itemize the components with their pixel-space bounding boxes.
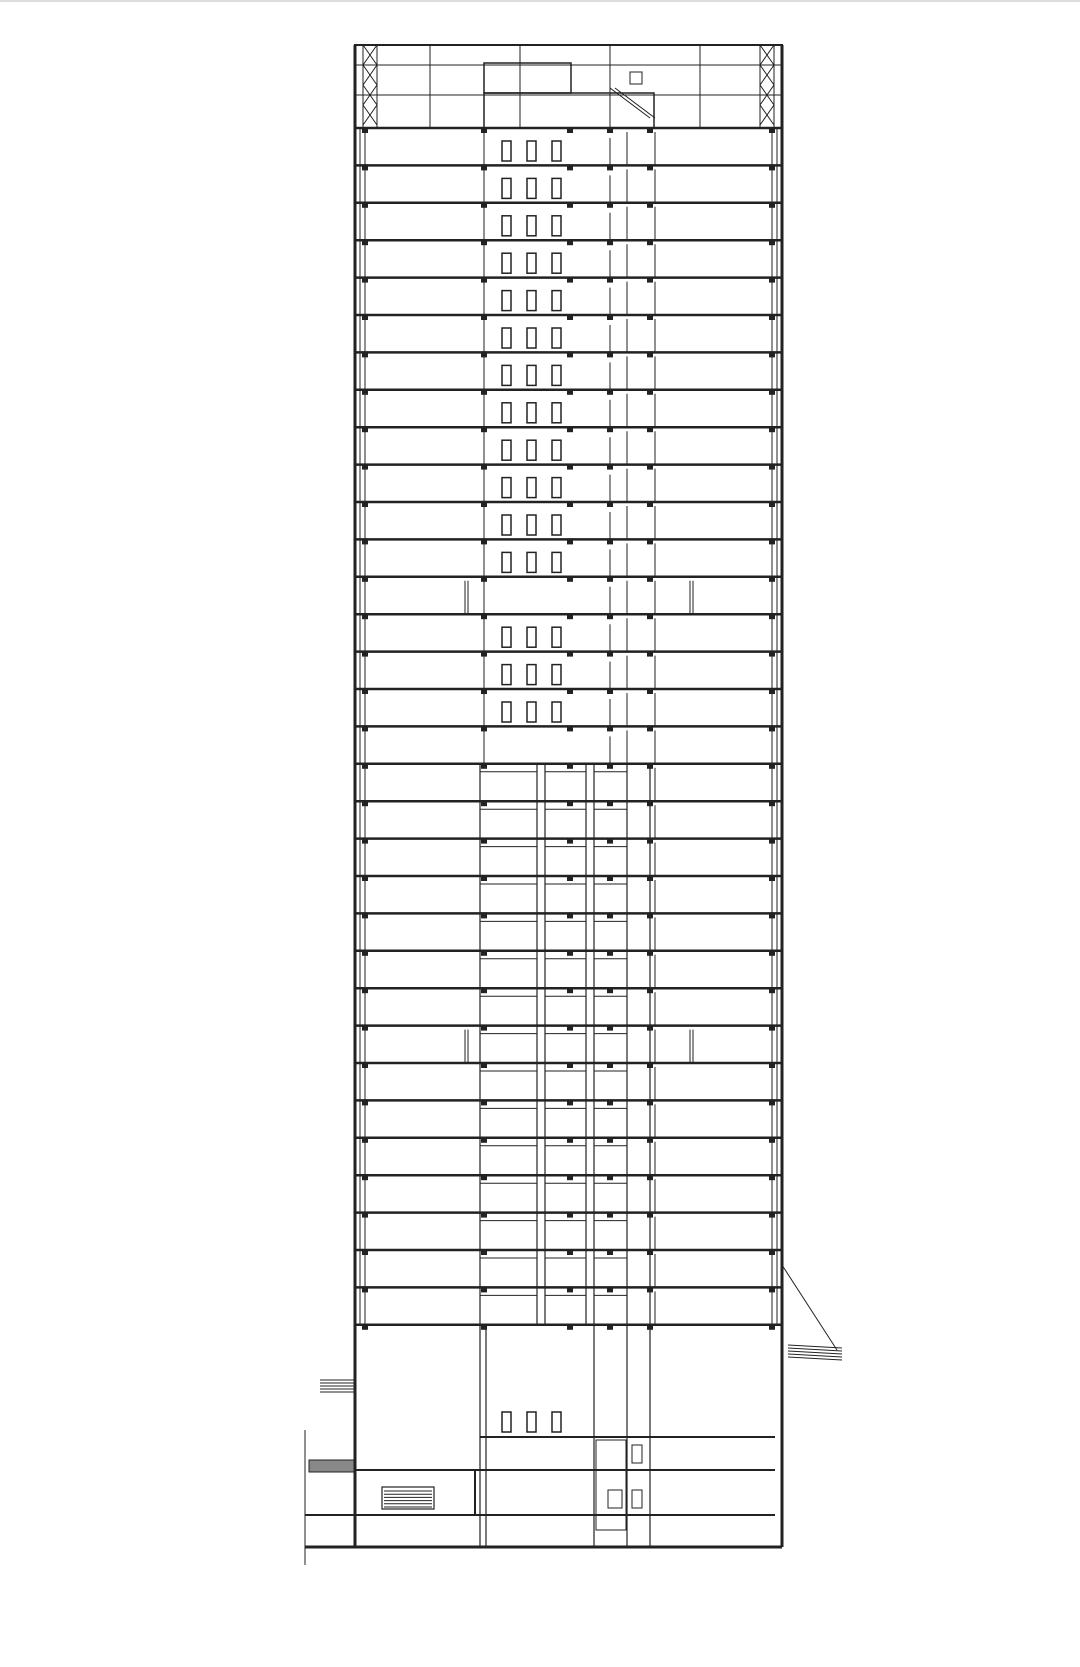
beam-stub bbox=[567, 1249, 573, 1255]
hatched-earth bbox=[309, 1460, 355, 1472]
podium-and-basement bbox=[305, 1265, 842, 1565]
beam-stub bbox=[567, 1174, 573, 1180]
beam-stub bbox=[567, 1137, 573, 1143]
core-door bbox=[527, 403, 536, 423]
beam-stub bbox=[481, 1099, 487, 1105]
beam-stub bbox=[607, 912, 613, 918]
beam-stub bbox=[607, 127, 613, 133]
beam-stub bbox=[607, 987, 613, 993]
beam-stub bbox=[647, 277, 653, 283]
beam-stub bbox=[481, 1249, 487, 1255]
beam-stub bbox=[567, 651, 573, 657]
beam-stub bbox=[567, 987, 573, 993]
core-door bbox=[502, 403, 511, 423]
beam-stub bbox=[647, 426, 653, 432]
core-door bbox=[552, 627, 561, 647]
beam-stub bbox=[607, 1286, 613, 1292]
beam-stub bbox=[567, 1099, 573, 1105]
core-door bbox=[527, 515, 536, 535]
rooftop-truss bbox=[355, 45, 782, 128]
core-door bbox=[552, 478, 561, 498]
beam-stub bbox=[567, 202, 573, 208]
beam-stub bbox=[481, 800, 487, 806]
canopy-fin-right bbox=[788, 1354, 842, 1357]
core-door bbox=[552, 515, 561, 535]
beam-stub bbox=[567, 875, 573, 881]
beam-stub bbox=[607, 1249, 613, 1255]
beam-stub bbox=[567, 688, 573, 694]
beam-stub bbox=[567, 464, 573, 470]
core-door bbox=[552, 440, 561, 460]
core-door bbox=[527, 478, 536, 498]
core-door bbox=[502, 141, 511, 161]
beam-stub bbox=[647, 239, 653, 245]
beam-stub bbox=[567, 800, 573, 806]
beam-stub bbox=[567, 164, 573, 170]
core-door bbox=[527, 216, 536, 236]
roof-parapet-frame bbox=[355, 45, 782, 128]
canopy-fin-right bbox=[788, 1348, 842, 1351]
beam-stub bbox=[567, 538, 573, 544]
beam-stub bbox=[607, 1062, 613, 1068]
podium-door bbox=[632, 1445, 642, 1463]
core-door bbox=[552, 365, 561, 385]
core-door bbox=[502, 328, 511, 348]
core-door bbox=[527, 702, 536, 722]
lift-pit bbox=[596, 1440, 626, 1530]
beam-stub bbox=[567, 314, 573, 320]
core-door bbox=[527, 365, 536, 385]
beam-stub bbox=[647, 725, 653, 731]
beam-stub bbox=[481, 875, 487, 881]
core-door bbox=[502, 365, 511, 385]
lobby-door bbox=[527, 1412, 536, 1432]
core-door bbox=[502, 478, 511, 498]
beam-stub bbox=[481, 1286, 487, 1292]
core-door bbox=[552, 178, 561, 198]
beam-stub bbox=[567, 576, 573, 582]
core-door bbox=[527, 291, 536, 311]
beam-stub bbox=[567, 127, 573, 133]
machine-room-box bbox=[484, 63, 571, 93]
core-door bbox=[552, 665, 561, 685]
exterior-walls bbox=[355, 45, 782, 1547]
beam-stub bbox=[607, 1025, 613, 1031]
beam-stub bbox=[567, 389, 573, 395]
core-door bbox=[552, 702, 561, 722]
podium-door bbox=[632, 1490, 642, 1508]
louver-box bbox=[382, 1487, 434, 1509]
core-door bbox=[552, 216, 561, 236]
beam-stub bbox=[567, 725, 573, 731]
core-door bbox=[552, 141, 561, 161]
beam-stub bbox=[567, 763, 573, 769]
core-doors bbox=[502, 141, 561, 722]
beam-stub bbox=[647, 501, 653, 507]
beam-stub bbox=[567, 912, 573, 918]
beam-stub bbox=[647, 538, 653, 544]
beam-stub bbox=[647, 576, 653, 582]
core-door bbox=[527, 440, 536, 460]
beam-stub bbox=[647, 651, 653, 657]
beam-stub bbox=[647, 164, 653, 170]
core-door bbox=[502, 665, 511, 685]
beam-stub bbox=[567, 351, 573, 357]
beam-stub bbox=[481, 1212, 487, 1218]
floor-slabs bbox=[355, 127, 782, 1330]
beam-stub bbox=[567, 950, 573, 956]
beam-stub bbox=[567, 501, 573, 507]
core-door bbox=[502, 702, 511, 722]
beam-stub bbox=[567, 277, 573, 283]
beam-stub bbox=[647, 351, 653, 357]
canopy-strut-right bbox=[782, 1265, 837, 1350]
canopy-fin-right bbox=[788, 1357, 842, 1360]
beam-stub bbox=[647, 314, 653, 320]
core-door bbox=[502, 627, 511, 647]
core-door bbox=[502, 291, 511, 311]
beam-stub bbox=[607, 1099, 613, 1105]
beam-stub bbox=[567, 1062, 573, 1068]
core-door bbox=[502, 440, 511, 460]
core-door bbox=[527, 328, 536, 348]
beam-stub bbox=[481, 912, 487, 918]
core-door bbox=[502, 253, 511, 273]
beam-stub bbox=[607, 838, 613, 844]
core-door bbox=[527, 627, 536, 647]
core-door bbox=[527, 178, 536, 198]
central-core bbox=[480, 764, 650, 1325]
beam-stub bbox=[647, 464, 653, 470]
core-door bbox=[502, 552, 511, 572]
beam-stub bbox=[607, 800, 613, 806]
core-door bbox=[527, 253, 536, 273]
beam-stub bbox=[647, 389, 653, 395]
core-door bbox=[552, 328, 561, 348]
core-door bbox=[502, 216, 511, 236]
beam-stub bbox=[481, 838, 487, 844]
core-door bbox=[552, 253, 561, 273]
core-door bbox=[552, 552, 561, 572]
beam-stub bbox=[567, 1025, 573, 1031]
beam-stub bbox=[481, 987, 487, 993]
beam-stub bbox=[607, 1174, 613, 1180]
roof-door bbox=[630, 72, 642, 84]
beam-stub bbox=[607, 1212, 613, 1218]
podium-door bbox=[608, 1490, 622, 1508]
core-door bbox=[502, 178, 511, 198]
annex-box bbox=[355, 1470, 475, 1515]
core-door bbox=[502, 515, 511, 535]
beam-stub bbox=[481, 1025, 487, 1031]
beam-stub bbox=[481, 950, 487, 956]
beam-stub bbox=[567, 613, 573, 619]
beam-stub bbox=[607, 875, 613, 881]
beam-stub bbox=[647, 613, 653, 619]
beam-stub bbox=[567, 1286, 573, 1292]
core-door bbox=[527, 141, 536, 161]
lobby-door bbox=[502, 1412, 511, 1432]
beam-stub bbox=[567, 1212, 573, 1218]
lobby-door bbox=[552, 1412, 561, 1432]
beam-stub bbox=[481, 1174, 487, 1180]
beam-stub bbox=[567, 838, 573, 844]
core-door bbox=[552, 291, 561, 311]
beam-stub bbox=[567, 426, 573, 432]
beam-stub bbox=[647, 127, 653, 133]
beam-stub bbox=[647, 202, 653, 208]
beam-stub bbox=[607, 950, 613, 956]
core-door bbox=[527, 665, 536, 685]
beam-stub bbox=[607, 1137, 613, 1143]
beam-stub bbox=[567, 239, 573, 245]
beam-stub bbox=[481, 1137, 487, 1143]
beam-stub bbox=[647, 688, 653, 694]
core-door bbox=[527, 552, 536, 572]
core-door bbox=[552, 403, 561, 423]
canopy-fin-right bbox=[788, 1351, 842, 1354]
beam-stub bbox=[481, 1062, 487, 1068]
